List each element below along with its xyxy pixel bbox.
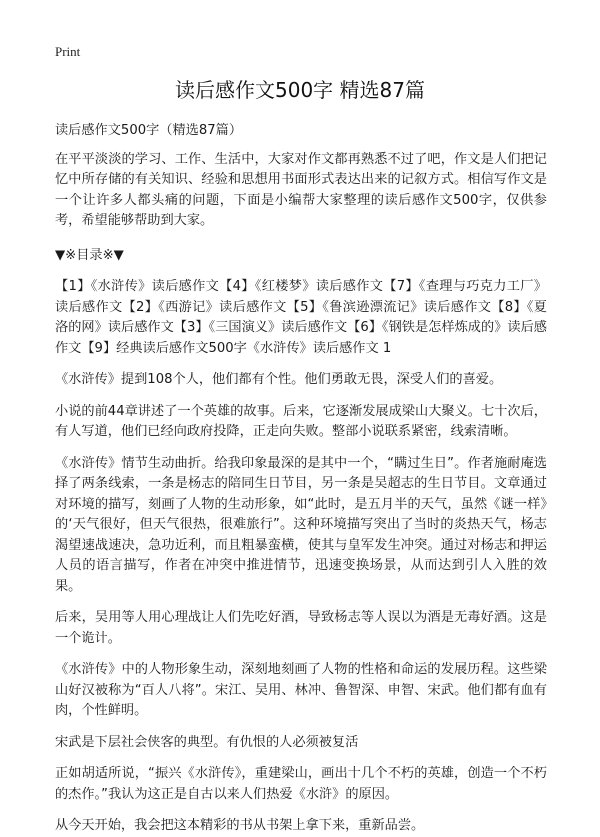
body-paragraph: 宋武是下层社会侠客的典型。有仇恨的人必须被复活 (55, 734, 359, 750)
body-paragraph: 《水浒传》提到108个人，他们都有个性。他们勇敢无畏，深受人们的喜爱。 (55, 372, 503, 387)
body-paragraph: 正如胡适所说，“振兴《水浒传》，重建梁山，画出十几个不朽的英雄，创造一个不朽的杰作。”我认为这正是自古以来人们热爱《水浒》的原因。 (55, 766, 547, 802)
article-body (55, 118, 547, 837)
body-paragraph: 后来，吴用等人用心理战让人们先吃好酒，导致杨志等人误以为酒是无毒好酒。这是一个诡计。 (55, 610, 547, 646)
body-paragraph: 从今天开始，我会把这本精彩的书从书架上拿下来，重新品尝。 (55, 818, 425, 833)
page-title: 读后感作文500字 精选87篇 (175, 78, 425, 102)
body-paragraph: 小说的前44章讲述了一个英雄的故事。后来，它逐渐发展成梁山大聚义。七十次后，有人写道，他们已经向政府投降，正走向失败。整部小说联系紧密，线索清晰。 (55, 403, 547, 439)
body-paragraph: 《水浒传》中的人物形象生动，深刻地刻画了人物的性格和命运的发展历程。这些梁山好汉被称为“百人八将”。宋江、吴用、林冲、鲁智深、申智、宋武。他们都有血有肉，个性鲜明。 (55, 662, 547, 718)
print-label: Print (55, 44, 81, 59)
intro-paragraph: 在平平淡淡的学习、工作、生活中，大家对作文都再熟悉不过了吧，作文是人们把记忆中所存储的有关知识、经验和思想用书面形式表达出来的记叙方式。相信写作文是一个让许多人都头痛的问题，下面是小编帮大家整理的读后感作文500字，仅供参考，希望能够帮助到大家。 (55, 151, 547, 228)
body-paragraph: 《水浒传》情节生动曲折。给我印象最深的是其中一个，“瞒过生日”。作者施耐庵选择了两条线索，一条是杨志的陪同生日节目，另一条是吴超志的生日节目。文章通过对环境的描写，刻画了人物的生动形象，如“此时，是五月半的天气，虽然《谜一样》的‘天气很好，但天气很热，很难旅行”。这种环境描写突出了当时的炎热天气，杨志渴望速战速决，急功近利，而且粗暴蛮横，使其与皇军发生冲突。通过对杨志和押运人员的语言描写，作者在冲突中推进情节，迅速变换场景，从而达到引人入胜的效果。 (55, 455, 547, 594)
table-of-contents: 【1】《水浒传》读后感作文【4】《红楼梦》读后感作文【7】《查理与巧克力工厂》读后感作文【2】《西游记》读后感作文【5】《鲁滨逊漂流记》读后感作文【8】《夏洛的网》读后感作文【3】《三国演义》读后感作文【6】《钢铁是怎样炼成的》读后感作文【9】经典读后感作文500字《水浒传》读后感作文 1 (55, 279, 547, 356)
toc-heading: ▼※目录※▼ (55, 247, 124, 263)
subtitle: 读后感作文500字（精选87篇） (55, 123, 243, 138)
